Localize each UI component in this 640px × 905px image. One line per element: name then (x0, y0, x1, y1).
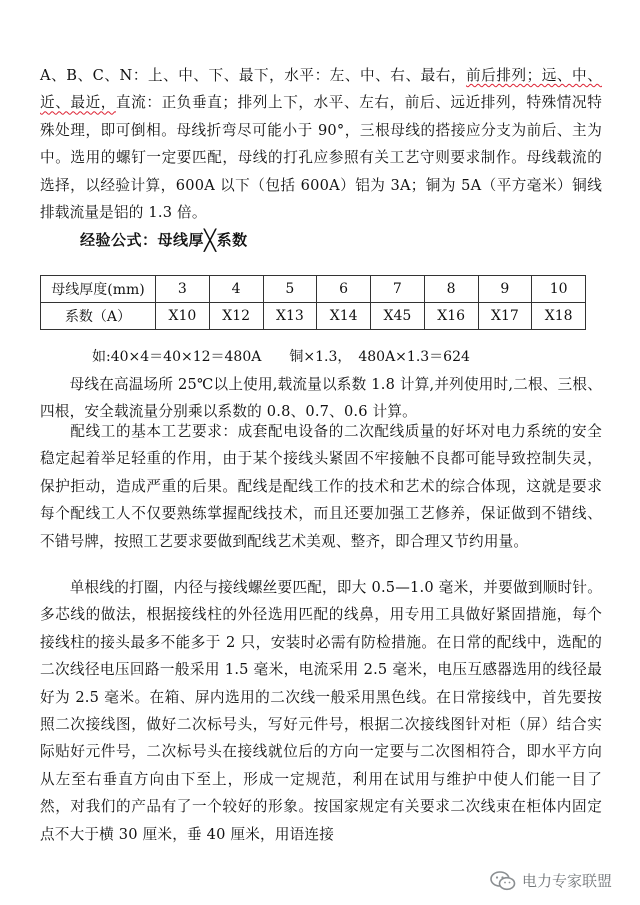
table-cell: 3 (156, 276, 210, 303)
table-cell: 9 (478, 276, 532, 303)
table-cell: 5 (263, 276, 317, 303)
table-cell: X18 (532, 303, 586, 330)
table-cell: X12 (209, 303, 263, 330)
table-cell: 6 (317, 276, 371, 303)
formula-heading (80, 228, 248, 252)
busbar-coefficient-table (40, 275, 586, 330)
heading-text-2: 系数 (216, 231, 248, 249)
paragraph-high-temperature: 母线在高温场所 25℃以上使用,载流量以系数 1.8 计算,并列使用时,二根、三根、四根，安全载流量分别乘以系数的 0.8、0.7、0.6 计算。 (40, 376, 602, 421)
para1-text-b: 直流：正负垂直；排列上下，水平、左右，前后、远近排列，特殊情况特殊处理，即可倒相。母线折弯尽可能小于 90°，三根母线的搭接应分支为前后、主为中。选用的螺钉一定要匹配，母线的打孔应参照有关工艺守则要求制作。母线载流的选择，以经验计算，600A 以下（包括 600A）铝为 3A；铜为 5A（平方毫米）铜线排载流量是铝的 1.3 倍。 (40, 94, 602, 222)
table-header-cell: 系数（A） (41, 303, 156, 330)
calculation-example: 如:40×4＝40×12＝480A 铜×1.3， 480A×1.3＝624 (92, 349, 470, 365)
table-cell: 10 (532, 276, 586, 303)
heading-text: 经验公式：母线厚 (80, 231, 205, 249)
table-cell: 4 (209, 276, 263, 303)
watermark-brand: 电力专家联盟 (521, 872, 612, 890)
watermark (490, 870, 612, 891)
table-cell: 8 (424, 276, 478, 303)
paragraph-busbar-phase (40, 62, 602, 226)
table-cell: X17 (478, 303, 532, 330)
table-header-cell: 母线厚度(mm) (41, 276, 156, 303)
table-row (41, 276, 586, 303)
table-cell: X13 (263, 303, 317, 330)
table-row (41, 303, 586, 330)
wechat-icon (490, 871, 516, 891)
multiply-icon: ╳ (204, 228, 217, 252)
table-cell: X14 (317, 303, 371, 330)
table-cell: 7 (371, 276, 425, 303)
paragraph-single-wire: 单根线的打圈，内径与接线螺丝要匹配，即大 0.5—1.0 毫米，并要做到顺时针。多芯线的做法，根据接线柱的外径选用匹配的线鼻，用专用工具做好紧固措施，每个接线柱的接头最多不能多于 2 只，安装时必需有防检措施。在日常的配线中，选配的二次线径电压回路一般采用 1.5 毫米，电流采用 2.5 毫米，电压互感器选用的线径最好为 2.5 毫米。在箱、屏内选用的二次线一般采用黑色线。在日常接线中，首先要按照二次接线图，做好二次标号头，写好元件号，根据二次接线图针对柜（屏）结合实际贴好元件号，二次标号头在接线就位后的方向一定要与二次图相符合，即水平方向从左至右垂直方向由下至上，形成一定规范，利用在试用与维护中使人们能一目了然，对我们的产品有了一个较好的形象。按国家规定有关要求二次线束在柜体内固定点不大于横 30 厘米，垂 40 厘米，用语连接 (40, 579, 602, 843)
paragraph-wiring-requirements: 配线工的基本工艺要求：成套配电设备的二次配线质量的好坏对电力系统的安全稳定起着举足轻重的作用，由于某个接线头紧固不牢接触不良都可能导致控制失灵，保护拒动，造成严重的后果。配线是配线工作的技术和艺术的综合体现，这就是要求每个配线工人不仅要熟练掌握配线技术，而且还要加强工艺修养，保证做到不错线、不错号牌，按照工艺要求要做到配线艺术美观、整齐，即合理又节约用量。 (40, 423, 602, 550)
table-cell: X16 (424, 303, 478, 330)
para1-text-a: A、B、C、N：上、中、下、最下，水平：左、中、右、最右， (40, 67, 467, 84)
table-cell: X45 (371, 303, 425, 330)
table-cell: X10 (156, 303, 210, 330)
para1-underlined-text: 前后排列；远、中、近、最近， (40, 67, 602, 112)
